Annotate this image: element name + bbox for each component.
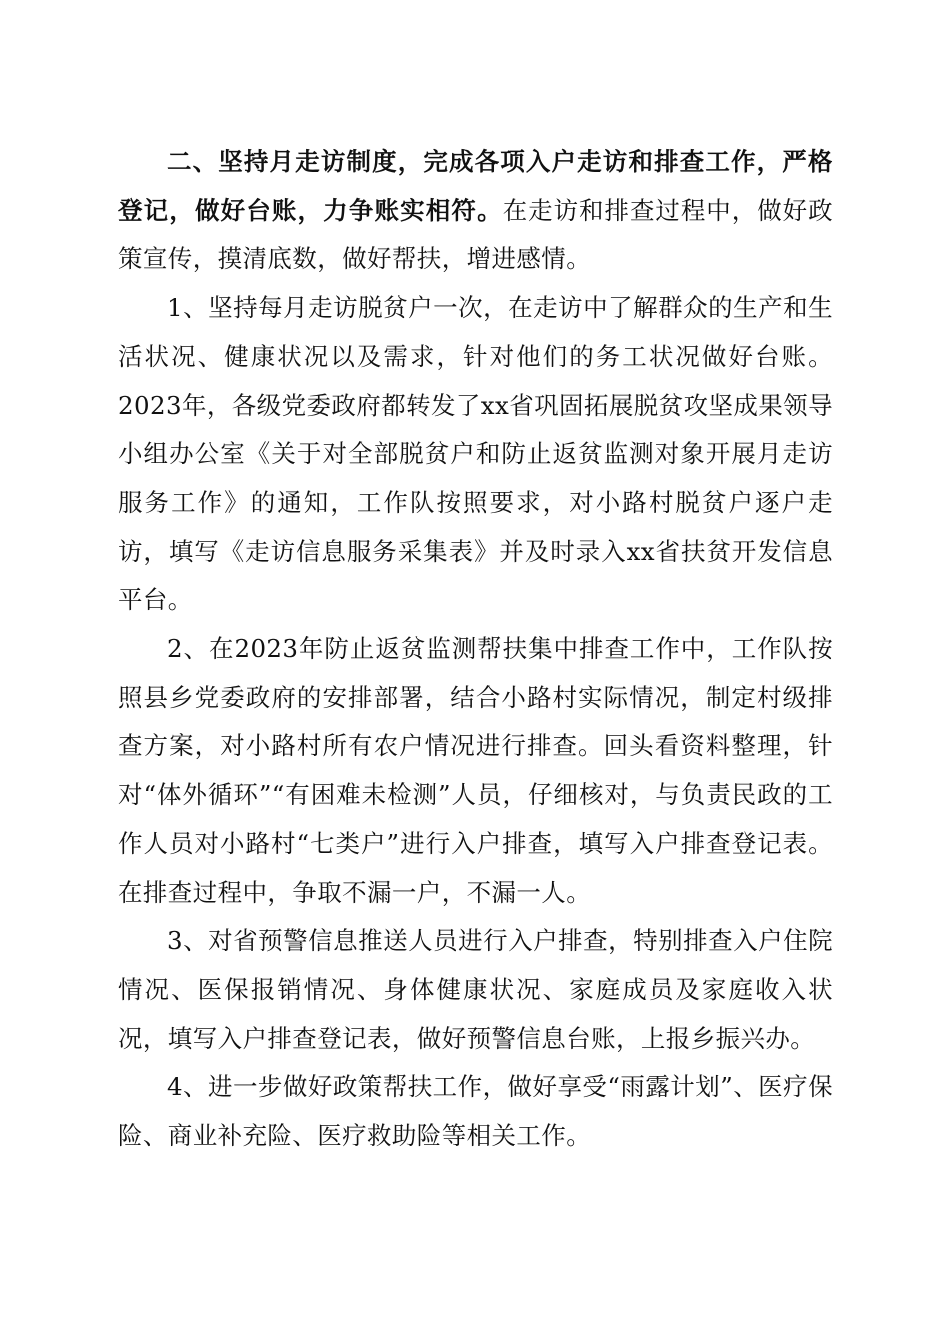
item-4-paragraph: 4、进一步做好政策帮扶工作，做好享受“雨露计划”、医疗保险、商业补充险、医疗救助险等相关工作。 xyxy=(118,1072,833,1151)
item-3-paragraph: 3、对省预警信息推送人员进行入户排查，特别排查入户住院情况、医保报销情况、身体健康状况、家庭成员及家庭收入状况，填写入户排查登记表，做好预警信息台账，上报乡振兴办。 xyxy=(118,926,833,1053)
item-1-paragraph: 1、坚持每月走访脱贫户一次，在走访中了解群众的生产和生活状况、健康状况以及需求，针对他们的务工状况做好台账。2023年，各级党委政府都转发了xx省巩固拓展脱贫攻坚成果领导小组办公室《关于对全部脱贫户和防止返贫监测对象开展月走访服务工作》的通知，工作队按照要求，对小路村脱贫户逐户走访，填写《走访信息服务采集表》并及时录入xx省扶贫开发信息平台。 xyxy=(118,293,833,615)
section-two-text: 在走访和排查过程中，做好政策宣传，摸清底数，做好帮扶，增进感情。 xyxy=(118,195,833,274)
section-two-paragraph xyxy=(118,138,833,284)
document-body xyxy=(118,138,833,1161)
item-2-paragraph: 2、在2023年防止返贫监测帮扶集中排查工作中，工作队按照县乡党委政府的安排部署，结合小路村实际情况，制定村级排查方案，对小路村所有农户情况进行排查。回头看资料整理，针对“体外循环”“有困难未检测”人员，仔细核对，与负责民政的工作人员对小路村“七类户”进行入户排查，填写入户排查登记表。在排查过程中，争取不漏一户，不漏一人。 xyxy=(118,634,833,907)
section-two-heading: 二、坚持月走访制度，完成各项入户走访和排查工作，严格登记，做好台账，力争账实相符。 xyxy=(118,147,833,225)
